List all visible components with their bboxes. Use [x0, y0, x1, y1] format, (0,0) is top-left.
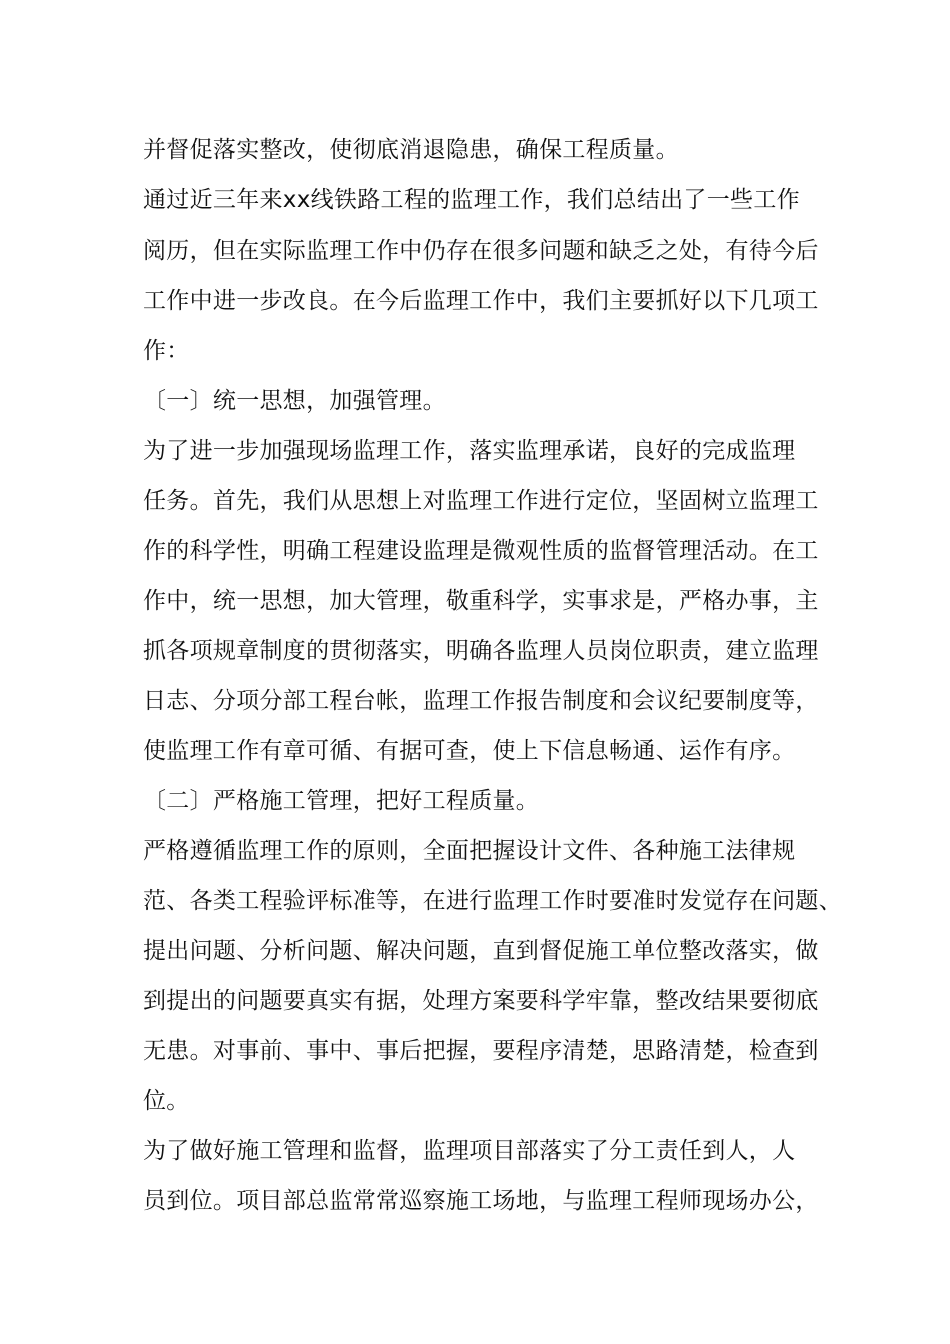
- text-line: 日志、分项分部工程台帐，监理工作报告制度和会议纪要制度等，: [143, 688, 819, 714]
- text-line: 提出问题、分析问题、解决问题，直到督促施工单位整改落实，做: [143, 938, 819, 964]
- text-line: 工作中进一步改良。在今后监理工作中，我们主要抓好以下几项工: [143, 288, 819, 314]
- text-line: 任务。首先，我们从思想上对监理工作进行定位，坚固树立监理工: [143, 488, 819, 514]
- text-line: 严格遵循监理工作的原则，全面把握设计文件、各种施工法律规: [143, 838, 796, 864]
- text-line: 为了进一步加强现场监理工作，落实监理承诺，良好的完成监理: [143, 438, 796, 464]
- text-line: 使监理工作有章可循、有据可查，使上下信息畅通、运作有序。: [143, 738, 796, 764]
- section-heading: 〔二〕严格施工管理，把好工程质量。: [143, 788, 540, 814]
- text-line: 位。: [143, 1088, 190, 1114]
- text-line: 并督促落实整改，使彻底消退隐患，确保工程质量。: [143, 137, 679, 163]
- text-line: 员到位。项目部总监常常巡察施工场地，与监理工程师现场办公，: [143, 1188, 819, 1214]
- text-line: 抓各项规章制度的贯彻落实，明确各监理人员岗位职责，建立监理: [143, 638, 819, 664]
- text-line: 到提出的问题要真实有据，处理方案要科学牢靠，整改结果要彻底: [143, 988, 819, 1014]
- text-line: 阅历，但在实际监理工作中仍存在很多问题和缺乏之处，有待今后: [143, 238, 819, 264]
- section-heading: 〔一〕统一思想，加强管理。: [143, 388, 446, 414]
- text-line: 范、各类工程验评标准等，在进行监理工作时要准时发觉存在问题、: [143, 888, 842, 914]
- text-line: 作的科学性，明确工程建设监理是微观性质的监督管理活动。在工: [143, 538, 819, 564]
- text-line: 无患。对事前、事中、事后把握，要程序清楚，思路清楚，检查到: [143, 1038, 819, 1064]
- text-line: 作中，统一思想，加大管理，敬重科学，实事求是，严格办事，主: [143, 588, 819, 614]
- text-line: 作：: [143, 338, 190, 364]
- text-line: 为了做好施工管理和监督，监理项目部落实了分工责任到人，人: [143, 1138, 796, 1164]
- text-line: 通过近三年来xx线铁路工程的监理工作，我们总结出了一些工作: [143, 187, 800, 213]
